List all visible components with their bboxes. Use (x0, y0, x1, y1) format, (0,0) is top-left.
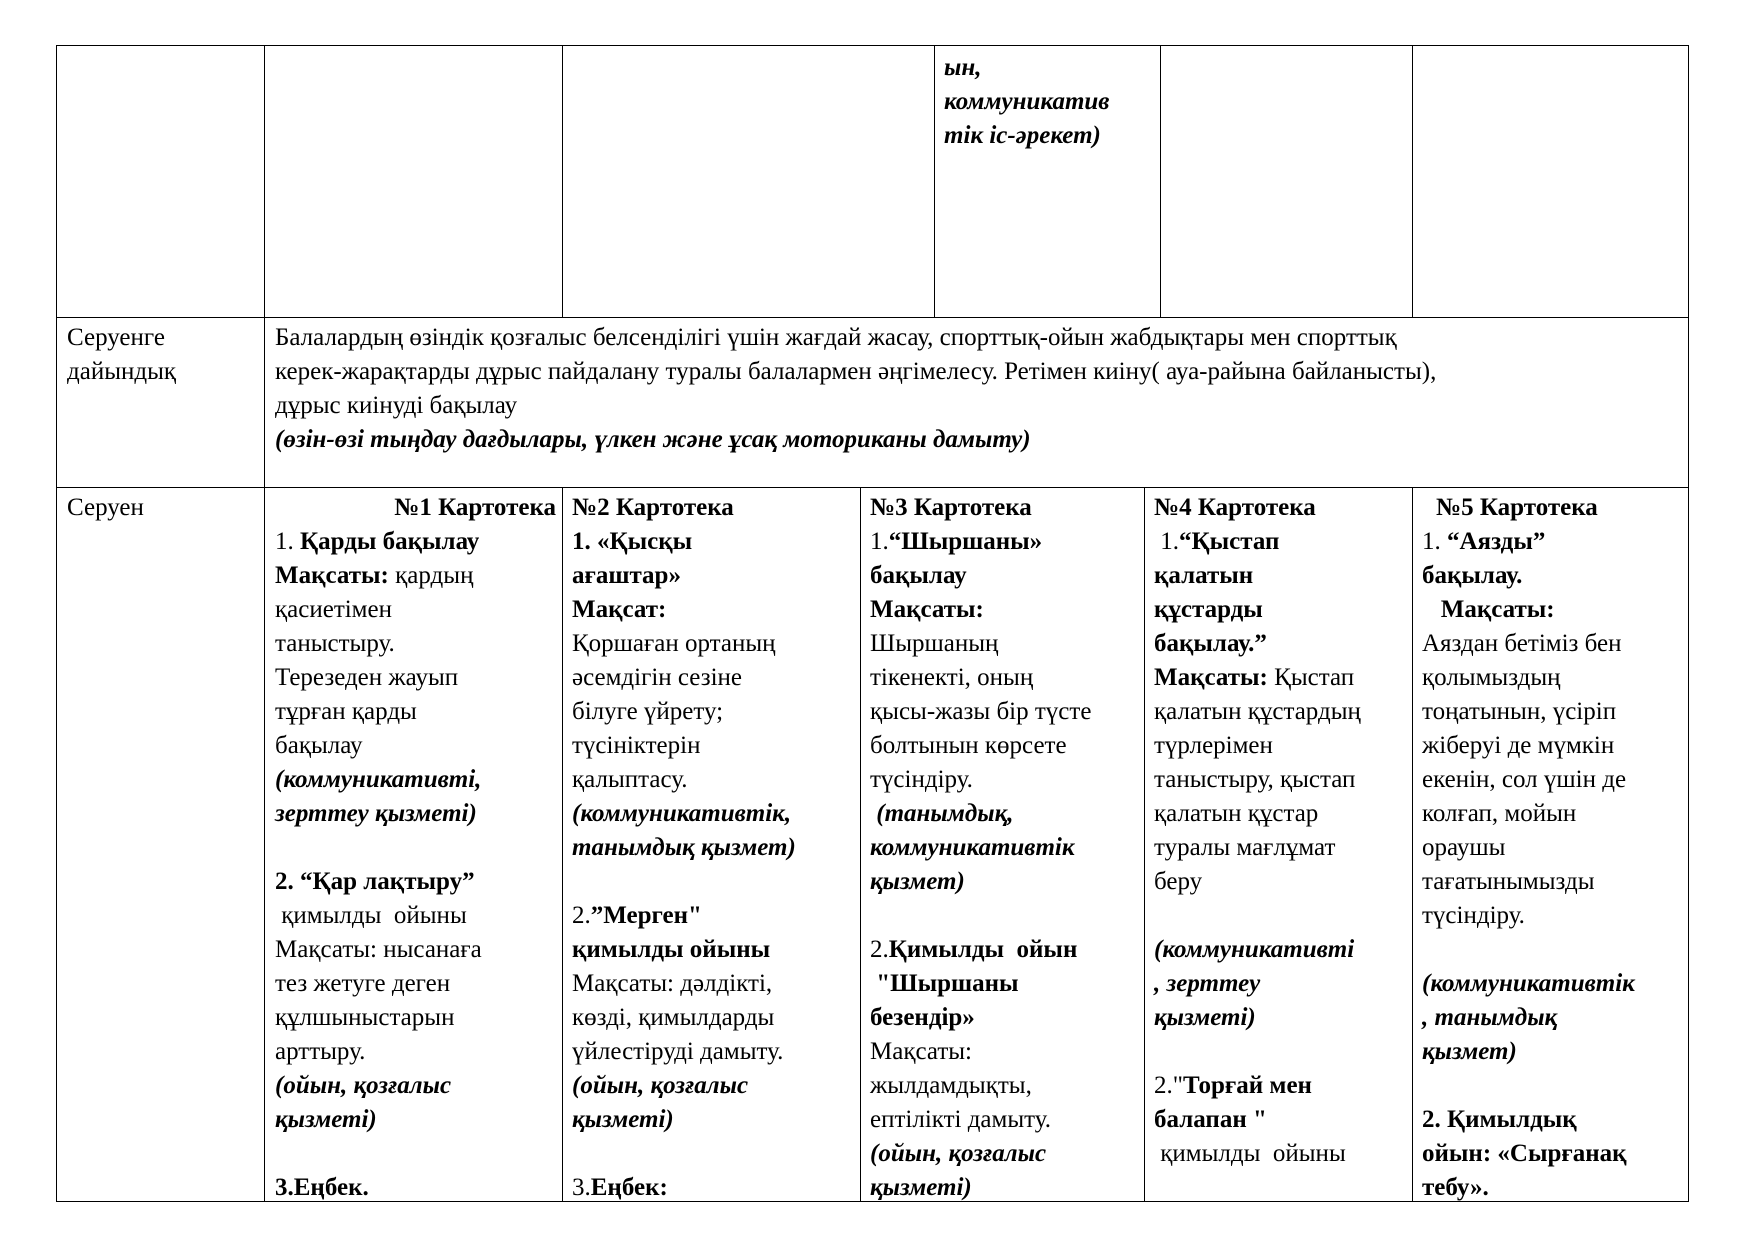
card-1-goal (275, 559, 560, 763)
card-2-goal-text: Қоршаған ортаның әсемдігін сезіне білуге үйрету; түсініктерін қалыптасу. (572, 630, 776, 793)
walk-card-5 (1422, 491, 1686, 1205)
card-5-activity-1: (коммуникативтік , танымдық қызмет) (1422, 970, 1635, 1065)
walk-row-divider-b (860, 487, 861, 1202)
top-row-col4-line-3: тік іс-әрекет) (944, 122, 1101, 149)
label-column-divider (264, 45, 265, 1202)
card-4-item-2-title: Торғай мен балапан " (1154, 1072, 1312, 1133)
card-1-goal-text: қардың қасиетімен таныстыру. Терезеден жауып тұрған қарды бақылау (275, 562, 474, 759)
walk-row-divider-a (562, 487, 563, 1202)
card-1-header: №1 Картотека (394, 494, 556, 521)
card-3-item-1-title: “Шыршаны» бақылау (870, 528, 1043, 589)
card-2-item-3-num: 3. (572, 1174, 591, 1201)
table-border-left (56, 45, 57, 1202)
walk-card-3 (870, 491, 1142, 1205)
top-row-col4-text (944, 51, 1156, 153)
walk-card-1 (275, 491, 560, 1205)
top-row-divider-b (934, 45, 935, 318)
card-2-item-3-title: Еңбек: (590, 1174, 668, 1201)
top-row-divider-a (562, 45, 563, 318)
card-4-item-1 (1154, 525, 1410, 661)
card-2-item-2-num: 2. (572, 902, 591, 929)
preparation-line-1: Балалардың өзіндік қозғалыс белсенділігі үшін жағдай жасау, спорттық-ойын жабдықтары мен спорттық (275, 324, 1397, 351)
card-1-item-3: 3.Еңбек. (275, 1174, 369, 1201)
preparation-label-line-1: Серуенге (67, 324, 165, 351)
table-border-top (56, 45, 1689, 46)
card-4-header: №4 Картотека (1154, 494, 1316, 521)
card-3-item-2 (870, 933, 1142, 1035)
card-4-activity-1: (коммуникативті , зерттеу қызметі) (1154, 936, 1355, 1031)
card-2-item-2 (572, 899, 858, 967)
top-row-col4-line-1: ын, (944, 54, 982, 81)
card-3-activity-2: (ойын, қозғалыс қызметі) (870, 1140, 1047, 1201)
card-3-header: №3 Картотека (870, 494, 1032, 521)
card-1-item-2-title: . “Қар лақтыру” (287, 868, 475, 895)
card-5-item-1-num: 1. (1422, 528, 1447, 555)
card-5-goal-text: Аяздан бетіміз бен қолымыздың тоңатынын, үсіріп жіберуі де мүмкін екенін, сол үшін де колғап, мойын ораушы тағатынымызды түсіндіру. (1422, 630, 1627, 929)
card-2-item-3 (572, 1171, 858, 1205)
walk-card-2 (572, 491, 858, 1205)
card-4-item-2 (1154, 1069, 1410, 1137)
card-1-item-2 (275, 865, 560, 899)
preparation-line-3: дұрыс киінуді бақылау (275, 392, 518, 419)
table-border-right (1688, 45, 1689, 1202)
card-2-activity-2: (ойын, қозғалыс қызметі) (572, 1072, 749, 1133)
top-row-divider-d (1412, 45, 1413, 318)
card-2-goal-2: Мақсаты: дәлдікті, көзді, қимылдарды үйлестіруді дамыту. (572, 970, 784, 1065)
card-5-header: №5 Картотека (1436, 494, 1598, 521)
card-1-item-1-num: 1. (275, 528, 300, 555)
row-divider-2 (56, 487, 1689, 488)
card-2-item-1-title: 1. «Қысқы ағаштар» (572, 528, 693, 589)
walk-row-divider-d (1412, 487, 1413, 1202)
card-3-item-2-num: 2. (870, 936, 889, 963)
card-4-item-1-title: “Қыстап қалатын құстарды бақылау.” (1154, 528, 1280, 657)
card-1-item-2-sub: қимылды ойыны (275, 902, 467, 929)
card-1-item-1 (275, 525, 560, 559)
card-2-goal-label: Мақсат: (572, 596, 667, 623)
card-3-goal-text: Шыршаның тікенекті, оның қысы-жазы бір түсте болтынын көрсете түсіндіру. (870, 630, 1092, 793)
walk-row-divider-c (1144, 487, 1145, 1202)
card-1-item-2-num: 2 (275, 868, 288, 895)
card-1-item-1-title: Қарды бақылау (300, 528, 480, 555)
walk-card-4 (1154, 491, 1410, 1171)
card-4-item-2-num: 2." (1154, 1072, 1183, 1099)
card-1-activity-2: (ойын, қозғалыс қызметі) (275, 1072, 452, 1133)
card-4-item-1-num: 1. (1154, 528, 1179, 555)
card-2-activity-1: (коммуникативтік, танымдық қызмет) (572, 800, 796, 861)
preparation-line-2: керек-жарақтарды дұрыс пайдалану туралы балалармен әңгімелесу. Ретімен киіну( ауа-райына байланысты), (275, 358, 1437, 385)
card-3-item-2-title: Қимылды ойын "Шыршаны безендір» (870, 936, 1078, 1031)
card-5-item-1-title: “Аязды” бақылау. (1422, 528, 1546, 589)
card-4-item-2-sub: қимылды ойыны (1154, 1140, 1346, 1167)
card-3-item-1 (870, 525, 1142, 593)
card-5-item-2-title: 2. Қимылдық ойын: «Сырғанақ тебу». (1422, 1106, 1627, 1201)
preparation-label-line-2: дайындық (67, 358, 177, 385)
card-4-goal (1154, 661, 1410, 899)
walk-label: Серуен (67, 494, 144, 521)
card-3-goal-label: Мақсаты: (870, 596, 984, 623)
card-3-item-1-num: 1. (870, 528, 889, 555)
card-4-goal-label: Мақсаты: (1154, 664, 1268, 691)
top-row-divider-c (1160, 45, 1161, 318)
card-1-activity-1: (коммуникативті, зерттеу қызметі) (275, 766, 482, 827)
card-5-item-1 (1422, 525, 1686, 593)
preparation-text (275, 321, 1685, 457)
card-5-goal-label: Мақсаты: (1422, 596, 1555, 623)
preparation-label (67, 321, 257, 389)
card-1-goal-label: Мақсаты: (275, 562, 389, 589)
preparation-note: (өзін-өзі тыңдау дағдылары, үлкен және ұсақ моториканы дамыту) (275, 426, 1031, 453)
card-2-header: №2 Картотека (572, 494, 734, 521)
row-divider-1 (56, 317, 1689, 318)
card-3-activity-1: (танымдық, коммуникативтік қызмет) (870, 800, 1075, 895)
card-4-goal-text: Қыстап қалатын құстардың түрлерімен таныстыру, қыстап қалатын құстар туралы мағлұмат беру (1154, 664, 1361, 895)
card-2-item-2-title: ”Мерген" қимылды ойыны (572, 902, 771, 963)
card-3-goal-2: Мақсаты: жылдамдықты, ептілікті дамыту. (870, 1038, 1051, 1133)
card-1-goal-2: Мақсаты: нысанаға тез жетуге деген құлшыныстарын арттыру. (275, 936, 482, 1065)
top-row-col4-line-2: коммуникатив (944, 88, 1110, 115)
